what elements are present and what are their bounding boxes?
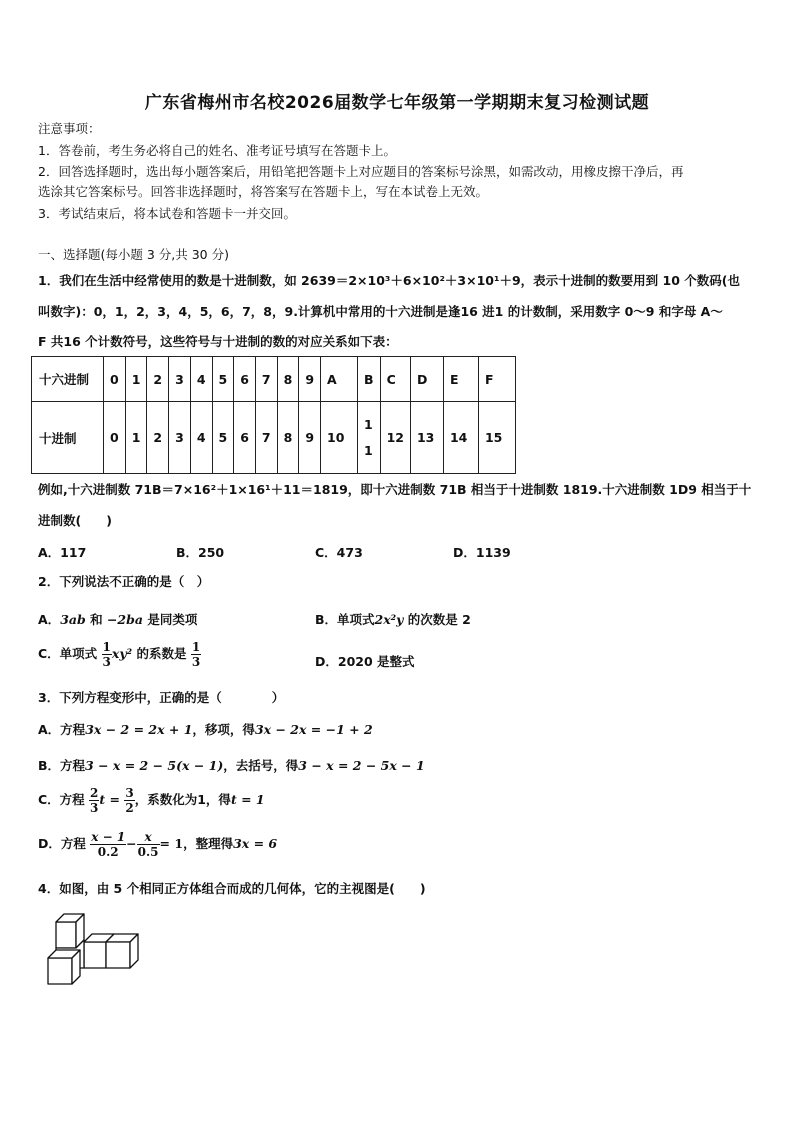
- table-cell: 3: [169, 357, 191, 402]
- equals-expr: = 1: [159, 836, 184, 851]
- table-cell: 2: [147, 357, 169, 402]
- fraction: [89, 786, 99, 815]
- option-label: B．方程: [38, 758, 86, 773]
- table-cell: A: [321, 357, 358, 402]
- q3-option-b: [38, 756, 425, 774]
- table-cell: 0: [104, 402, 126, 474]
- table-cell: 7: [255, 357, 277, 402]
- table-cell: F: [478, 357, 515, 402]
- q1-line-3: F 共16 个计数符号，这些符号与十进制的数的对应关系如下表：: [38, 334, 398, 349]
- table-cell: 7: [255, 402, 277, 474]
- option-label: A．方程: [38, 722, 86, 737]
- table-cell: 11: [358, 402, 381, 474]
- minus-sign: −: [126, 836, 137, 851]
- denominator: 3: [191, 655, 201, 669]
- q1-option-c: C．473: [315, 545, 363, 560]
- table-cell: 9: [299, 357, 321, 402]
- option-text: ，移项，得: [192, 722, 255, 737]
- numerator: 3: [125, 786, 134, 800]
- q2-option-d: D．2020 是整式: [315, 654, 415, 669]
- cube-face: [84, 940, 106, 968]
- option-label: D．方程: [38, 836, 86, 851]
- numerator: x − 1: [91, 830, 126, 844]
- table-cell: 1: [125, 357, 147, 402]
- fraction: [191, 640, 201, 669]
- q2-option-c: [38, 640, 201, 669]
- table-cell: 10: [321, 402, 358, 474]
- q1-line-4: 例如,十六进制数 71B＝7×16²＋1×16¹＋11＝1819，即十六进制数 71B 相当于十进制数 1819.十六进制数 1D9 相当于十: [38, 482, 752, 497]
- cube-face: [48, 958, 72, 984]
- math-expr: t =: [99, 792, 121, 807]
- denominator: 3: [102, 655, 111, 669]
- cube-solid-figure: [44, 910, 159, 990]
- numerator: x: [137, 830, 160, 845]
- q1-option-d: D．1139: [453, 545, 511, 560]
- q1-line-1: 1．我们在生活中经常使用的数是十进制数，如 2639＝2×10³＋6×10²＋3×10¹＋9，表示十进制的数要用到 10 个数码(也: [38, 273, 740, 288]
- table-cell: C: [380, 357, 410, 402]
- option-text: 和: [85, 612, 107, 627]
- option-label: C．方程: [38, 792, 85, 807]
- page-title: 广东省梅州市名校2026届数学七年级第一学期期末复习检测试题: [144, 93, 650, 113]
- math-expr: −2ba: [106, 612, 143, 627]
- denominator: 0.5: [137, 845, 159, 859]
- q3-stem: 3．下列方程变形中，正确的是（ ）: [38, 690, 285, 705]
- q2-option-b: [315, 610, 471, 628]
- table-cell: 15: [478, 402, 515, 474]
- denominator: 0.2: [97, 845, 119, 859]
- table-cell: 6: [234, 402, 256, 474]
- table-cell: 5: [212, 357, 234, 402]
- option-text: 的系数是: [132, 646, 187, 661]
- table-cell: D: [410, 357, 443, 402]
- option-text: ，整理得: [183, 836, 234, 851]
- option-text: 的次数是 2: [403, 612, 471, 627]
- q1-line-2: 叫数字)：0，1，2，3，4，5，6，7，8，9.计算机中常用的十六进制是逢16 进1 的计数制，采用数字 0～9 和字母 A～: [38, 304, 723, 319]
- math-expr: 3x − 2x = −1 + 2: [254, 722, 373, 737]
- math-expr: t = 1: [230, 792, 265, 807]
- hex-decimal-table: [31, 356, 516, 474]
- fraction: [124, 786, 134, 815]
- notice-item-2-cont: 选涂其它答案标号。回答非选择题时，将答案写在答题卡上，写在本试卷上无效。: [38, 184, 489, 199]
- denominator: 3: [90, 801, 99, 815]
- table-cell: 2: [147, 402, 169, 474]
- table-cell: 9: [299, 402, 321, 474]
- table-cell: E: [443, 357, 478, 402]
- cube-face: [106, 942, 130, 968]
- option-label: C．单项式: [38, 646, 98, 661]
- cube-face: [56, 922, 76, 948]
- table-cell: B: [358, 357, 381, 402]
- q2-stem: 2．下列说法不正确的是（ ）: [38, 574, 210, 589]
- table-cell: 12: [380, 402, 410, 474]
- math-expr: xy²: [111, 646, 133, 661]
- option-text: 是同类项: [142, 612, 198, 627]
- fraction: [90, 830, 126, 859]
- q1-option-b: B．250: [176, 545, 225, 560]
- table-cell: 8: [277, 402, 299, 474]
- option-label: B．单项式: [315, 612, 375, 627]
- q3-option-a: [38, 720, 373, 738]
- table-cell: 8: [277, 357, 299, 402]
- numerator: 2: [90, 786, 99, 800]
- row-label-hex: 十六进制: [32, 357, 104, 402]
- math-expr: 3ab: [60, 612, 86, 627]
- q4-stem: 4．如图，由 5 个相同正方体组合而成的几何体，它的主视图是( ): [38, 881, 426, 896]
- notice-item-2: 2．回答选择题时，选出每小题答案后，用铅笔把答题卡上对应题目的答案标号涂黑，如需改动，用橡皮擦干净后，再: [38, 164, 684, 179]
- math-expr: 3 − x = 2 − 5x − 1: [298, 758, 425, 773]
- table-cell: 1: [125, 402, 147, 474]
- option-label: A．: [38, 612, 61, 627]
- q1-line-5: 进制数( ): [38, 513, 112, 528]
- table-row-hex: [32, 357, 516, 402]
- denominator: 2: [125, 801, 134, 815]
- notice-heading: 注意事项：: [38, 121, 101, 136]
- table-cell: 6: [234, 357, 256, 402]
- q3-option-c: [38, 786, 265, 815]
- q1-option-a: A．117: [38, 545, 87, 560]
- q3-option-d: [38, 830, 277, 859]
- math-expr: 3x = 6: [233, 836, 278, 851]
- table-cell: 4: [190, 402, 212, 474]
- notice-item-1: 1．答卷前，考生务必将自己的姓名、准考证号填写在答题卡上。: [38, 143, 396, 158]
- section-heading: 一、选择题(每小题 3 分,共 30 分): [38, 247, 229, 262]
- option-text: ，去括号，得: [223, 758, 299, 773]
- math-expr: 3 − x = 2 − 5(x − 1): [85, 758, 224, 773]
- row-label-decimal: 十进制: [32, 402, 104, 474]
- table-cell: 14: [443, 402, 478, 474]
- option-text: ，系数化为1，得: [134, 792, 231, 807]
- table-cell: 4: [190, 357, 212, 402]
- fraction: [102, 640, 112, 669]
- fraction: [137, 830, 160, 859]
- table-cell: 0: [104, 357, 126, 402]
- table-cell: 13: [410, 402, 443, 474]
- math-expr: 3x − 2 = 2x + 1: [85, 722, 193, 737]
- numerator: 1: [191, 640, 201, 654]
- q2-option-a: [38, 610, 197, 628]
- numerator: 1: [102, 640, 111, 654]
- table-cell: 5: [212, 402, 234, 474]
- math-expr: 2x²y: [374, 612, 404, 627]
- table-row-decimal: [32, 402, 516, 474]
- notice-item-3: 3．考试结束后，将本试卷和答题卡一并交回。: [38, 206, 296, 221]
- table-cell: 3: [169, 402, 191, 474]
